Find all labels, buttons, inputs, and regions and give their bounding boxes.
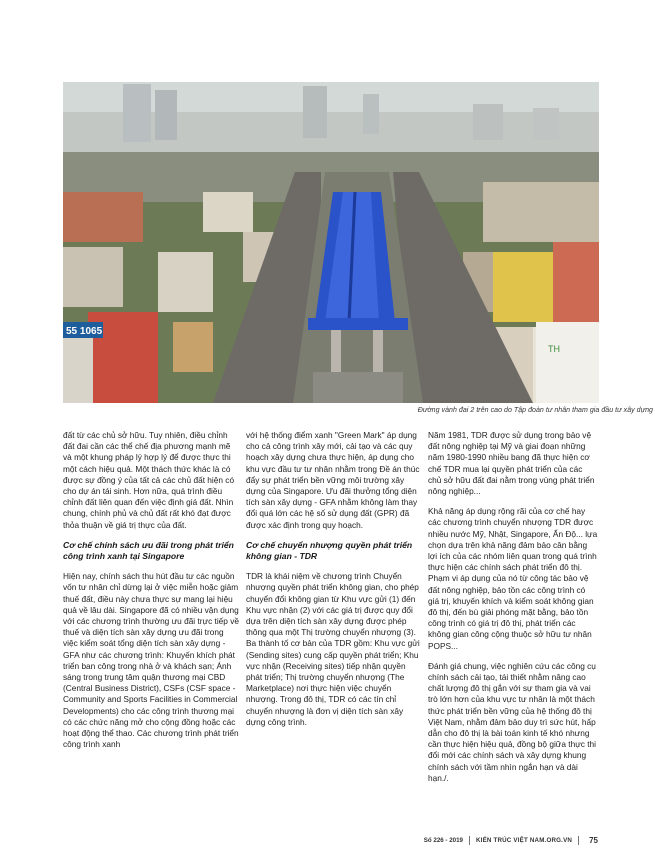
col3-paragraph-3: Đánh giá chung, việc nghiên cứu các công cụ chính sách cải tạo, tái thiết nhằm nâng cao chất lượng đô thị gắn với sự tham gia và vai trò lớn hơn của khu vực tư nhân là một thách thức phát triển bền vững của hệ thống đô thị Việt Nam, nhằm đảm bảo duy trì sức hút, hấp dẫn cho đô thị là bài toán kinh tế khó nhưng cần thực hiện hiệu quả, đồng bộ giữa thực thi đổi mới các chính sách và xây dựng khung chính sách với tầm nhìn ngắn hạn và dài hạn./. [428, 660, 596, 783]
page-number: 75 [589, 835, 598, 845]
aerial-photo [63, 82, 599, 403]
footer-divider [469, 836, 470, 845]
photo-caption: Đường vành đai 2 trên cao do Tập đoàn tư nhân tham gia đầu tư xây dựng [417, 407, 653, 414]
text-column-3 [428, 430, 598, 793]
billboard-number: 55 1065 [66, 326, 103, 337]
col3-paragraph-1: Năm 1981, TDR được sử dụng trong bảo vệ đất nông nghiệp tại Mỹ và giai đoạn những năm 1980-1990 nhiều bang đã thực hiện cơ chế TDR mua lại quyền phát triển của các chủ sở hữu đất đai nằm trong vùng phát triển nông nghiệp... [428, 430, 595, 497]
billboard-right-text: TH [548, 344, 560, 354]
publication-name: KIẾN TRÚC VIỆT NAM.ORG.VN [475, 836, 573, 844]
text-column-2 [246, 430, 422, 737]
col1-paragraph-1: đất từ các chủ sở hữu. Tuy nhiên, điều chỉnh đất đai cần các thể chế địa phương mạnh mẽ và một khung pháp lý hợp lý để được thực thi một cách hiệu quả. Một thách thức khác là có được sự đồng ý của tất cả các chủ đất hiện có cho dự án tái sinh. Hơn nữa, quá trình điều chỉnh đất liên quan đến việc định giá đất. Nhìn chung, chính phủ và chủ đất rất khó đạt được thỏa thuận về giá trị thực của đất. [63, 430, 235, 530]
col3-paragraph-2: Khả năng áp dụng rộng rãi của cơ chế hay các chương trình chuyển nhượng TDR được nhiều nước Mỹ, Nhật, Singapore, Ấn Độ... lựa chọn dựa trên khả năng đảm bảo cân bằng lợi ích của các nhóm liên quan trong quá trình thực hiện các chính sách phát triển đô thị. Phạm vi áp dụng của nó từ công tác bảo vệ đất nông nghiệp, bảo tồn các công trình có giá trị, khuyến khích và kiểm soát không gian đô thị, đến bù giải phóng mặt bằng, bảo tồn công trình có giá trị đô thị, phát triển các không gian công cộng thuộc sở hữu tư nhân POPS... [428, 506, 598, 651]
text-column-1 [63, 430, 239, 759]
issue-number: Số 226 - 2019 [423, 836, 463, 844]
col2-heading-1: Cơ chế chuyển nhượng quyền phát triển không gian - TDR [246, 539, 413, 562]
col1-heading-1: Cơ chế chính sách ưu đãi trong phát triển công trình xanh tại Singapore [63, 539, 234, 562]
footer-divider-2 [578, 836, 579, 845]
col1-paragraph-2: Hiện nay, chính sách thu hút đầu tư các nguồn vốn tư nhân chỉ dừng lại ở việc miễn hoặc giảm thuế đất, điều này chưa thực sự mang lại hiệu quả về lâu dài. Singapore đã có nhiều vận dụng với các chương trình thường ưu đãi trực tiếp về thuế và diện tích sàn xây dựng ưu đãi trong việc kiểm soát tổng diện tích sàn xây dựng - GFA như các chương trình: Khuyến khích phát triển ban công trong nhà ở và khách sạn; Ánh sáng trong trung tâm quận thương mại CBD (Central Business District), CSFs (CSF space - Community and Sports Facilities in Commercial Developments) cho các công trình thương mại có các chức năng mở cho cộng đồng hoặc các hoạt động thể thao. Các chương trình phát triển công trình xanh [63, 571, 239, 750]
col2-paragraph-2: TDR là khái niệm về chương trình Chuyển nhượng quyền phát triển không gian, cho phép chuyển đổi không gian từ Khu vực gửi (1) đến Khu vực nhận (2) với các giá trị được quy đổi dựa trên diện tích sàn xây dựng được phép thông qua một Thị trường chuyển nhượng (3). Ba thành tố cơ bản của TDR gồm: Khu vực gửi (Sending sites) cung cấp quyền phát triển; Khu vực nhận (Receiving sites) tiếp nhận quyền phát triển; Thị trường chuyển nhượng (The Marketplace) nơi thực hiện việc chuyển nhượng. Trong đô thị, TDR có các tín chỉ chuyển nhượng là đơn vị diện tích sàn xây dựng công trình. [246, 571, 420, 727]
page-footer [418, 833, 598, 847]
col2-paragraph-1: với hệ thống điểm xanh "Green Mark" áp dụng cho cả công trình xây mới, cải tạo và các quy hoạch xây dựng chưa thực hiện, áp dụng cho khu vực đầu tư tư nhân nhằm trong Đề án thúc đẩy sự phát triển bền vững môi trường xây dựng của Singapore. Ưu đãi thưởng tổng diện tích sàn xây dựng - GFA nhằm không làm thay đổi quá lớn các hệ số sử dụng đất (GPR) đã được xác định trong quy hoạch. [246, 430, 420, 530]
